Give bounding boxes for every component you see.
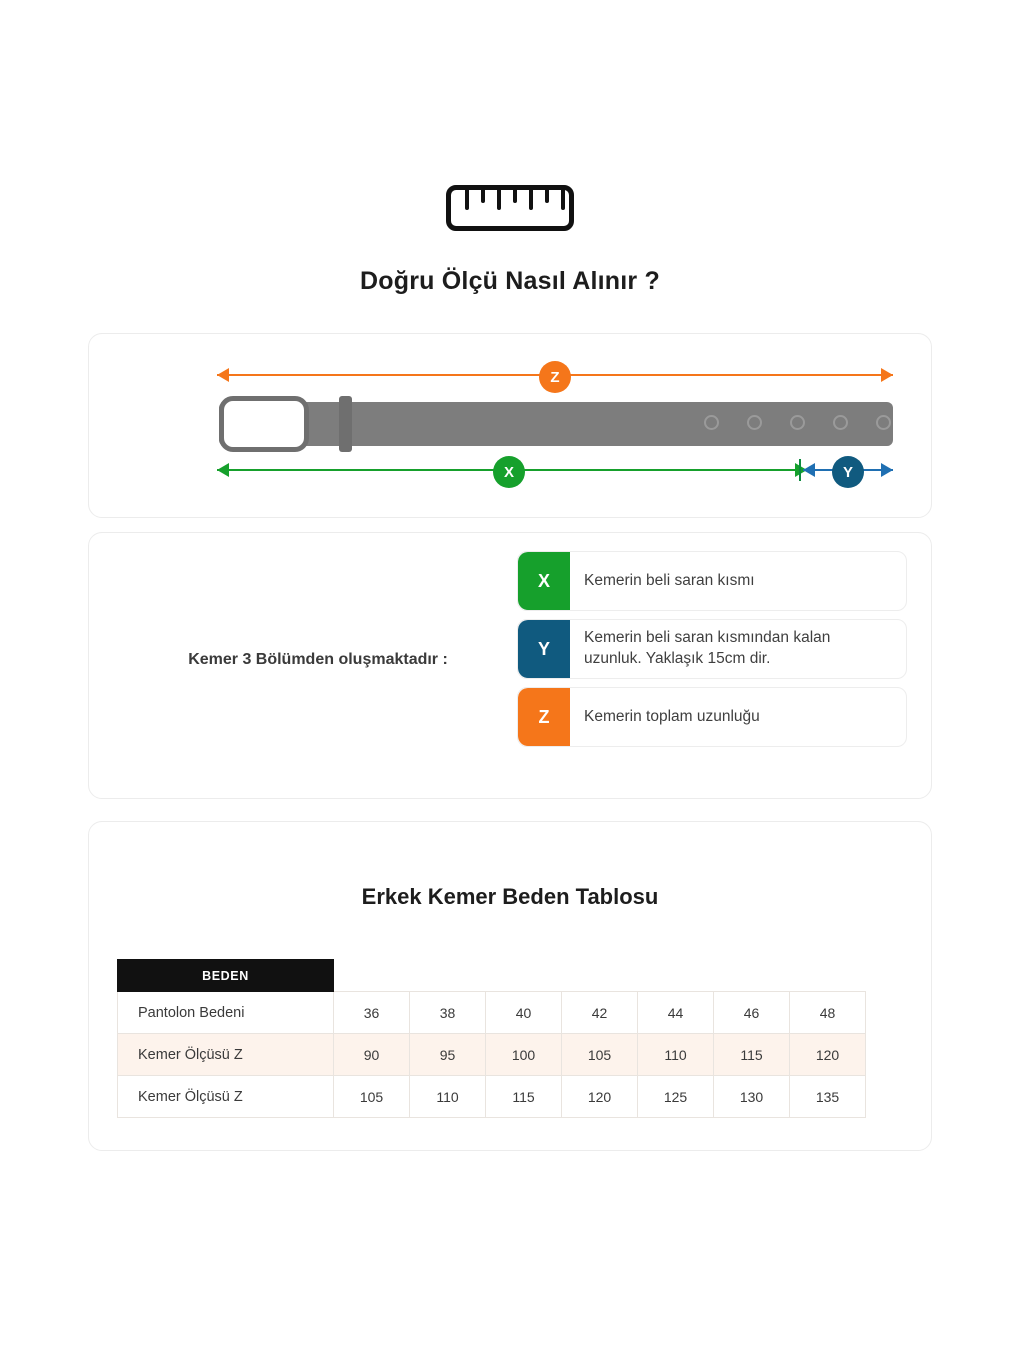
measure-y-arrow xyxy=(803,457,893,483)
table-cell: 110 xyxy=(410,1076,486,1118)
table-cell: 38 xyxy=(410,992,486,1034)
table-cell: 115 xyxy=(714,1034,790,1076)
legend-key-x: X xyxy=(518,552,570,610)
table-cell: 105 xyxy=(562,1034,638,1076)
belt-hole xyxy=(704,415,719,430)
table-cell: 105 xyxy=(334,1076,410,1118)
table-corner-header: BEDEN xyxy=(118,960,334,992)
legend-key-y: Y xyxy=(518,620,570,678)
legend-key-z: Z xyxy=(518,688,570,746)
table-cell: 125 xyxy=(638,1076,714,1118)
row-label: Pantolon Bedeni xyxy=(118,992,334,1034)
table-cell: 95 xyxy=(410,1034,486,1076)
table-row xyxy=(118,1034,866,1076)
table-cell: 130 xyxy=(714,1076,790,1118)
belt-diagram-card xyxy=(88,333,932,518)
table-cell: 135 xyxy=(790,1076,866,1118)
legend-card xyxy=(88,532,932,799)
table-cell: 44 xyxy=(638,992,714,1034)
badge-y: Y xyxy=(832,456,864,488)
table-cell: 110 xyxy=(638,1034,714,1076)
legend-list xyxy=(517,551,907,755)
table-cell: 90 xyxy=(334,1034,410,1076)
table-cell: 120 xyxy=(562,1076,638,1118)
legend-heading: Kemer 3 Bölümden oluşmaktadır : xyxy=(188,651,448,668)
table-cell: 120 xyxy=(790,1034,866,1076)
ruler-icon xyxy=(446,185,574,231)
belt-hole xyxy=(876,415,891,430)
belt-diagram xyxy=(89,334,931,517)
measure-z-arrow xyxy=(217,362,893,388)
legend-text-x: Kemerin beli saran kısmı xyxy=(584,571,755,589)
table-cell: 100 xyxy=(486,1034,562,1076)
table-row xyxy=(118,1076,866,1118)
legend-text-y: Kemerin beli saran kısmından kalan uzunluk. Yaklaşık 15cm dir. xyxy=(584,629,831,667)
badge-x: X xyxy=(493,456,525,488)
belt-hole xyxy=(747,415,762,430)
table-header-row xyxy=(118,960,866,992)
table-cell: 40 xyxy=(486,992,562,1034)
table-cell: 46 xyxy=(714,992,790,1034)
size-table-title: Erkek Kemer Beden Tablosu xyxy=(361,884,659,909)
belt-buckle-inner xyxy=(229,406,299,442)
table-cell: 115 xyxy=(486,1076,562,1118)
legend-text-z: Kemerin toplam uzunluğu xyxy=(584,707,760,725)
legend-item-x xyxy=(517,551,907,611)
row-label: Kemer Ölçüsü Z xyxy=(118,1076,334,1118)
size-table xyxy=(117,959,866,1118)
measure-x-arrow xyxy=(217,457,807,483)
table-cell: 48 xyxy=(790,992,866,1034)
legend-item-z xyxy=(517,687,907,747)
belt-keeper-loop xyxy=(339,396,352,452)
legend-item-y xyxy=(517,619,907,679)
page-header xyxy=(0,0,1020,296)
size-table-card xyxy=(88,821,932,1151)
belt-hole xyxy=(790,415,805,430)
table-row xyxy=(118,992,866,1034)
page-title: Doğru Ölçü Nasıl Alınır ? xyxy=(360,267,660,295)
measure-divider-tick xyxy=(799,459,801,481)
table-cell: 36 xyxy=(334,992,410,1034)
row-label: Kemer Ölçüsü Z xyxy=(118,1034,334,1076)
table-cell: 42 xyxy=(562,992,638,1034)
badge-z: Z xyxy=(539,361,571,393)
belt-hole xyxy=(833,415,848,430)
